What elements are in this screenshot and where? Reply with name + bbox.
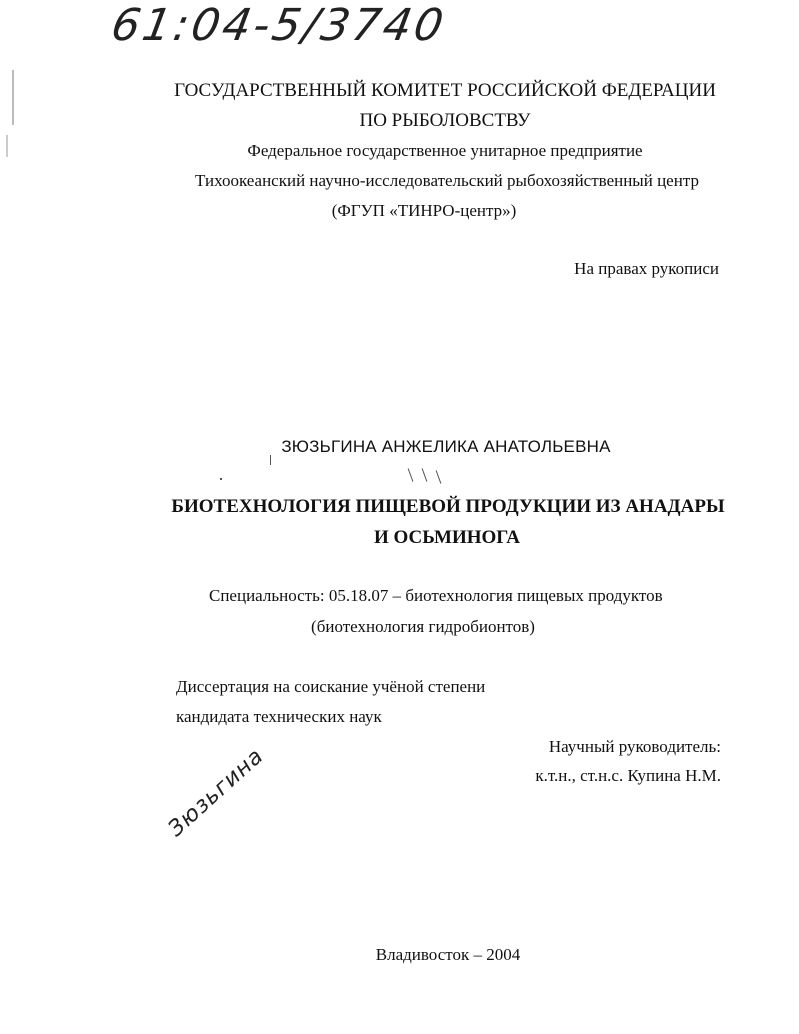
scan-mark (12, 70, 14, 125)
author-name: ЗЮЗЬГИНА АНЖЕЛИКА АНАТОЛЬЕВНА (281, 437, 611, 456)
org-line-2: ПО РЫБОЛОВСТВУ (359, 110, 531, 131)
supervisor-name: к.т.н., ст.н.с. Купина Н.М. (535, 766, 721, 785)
dissertation-title-line-2: И ОСЬМИНОГА (373, 527, 521, 548)
scan-mark (422, 468, 428, 481)
archive-code: 61:04-5/3740 (107, 0, 450, 51)
scan-mark (408, 468, 414, 481)
org-line-1: ГОСУДАРСТВЕННЫЙ КОМИТЕТ РОССИЙСКОЙ ФЕДЕРАЦИИ (174, 80, 716, 101)
supervisor-label: Научный руководитель: (548, 737, 721, 756)
specialty-line-1: Специальность: 05.18.07 – биотехнология пищевых продуктов (209, 586, 663, 605)
org-line-4: Тихоокеанский научно-исследовательский рыбохозяйственный центр (195, 171, 699, 190)
specialty-line-2: (биотехнология гидробионтов) (311, 617, 535, 636)
org-line-3: Федеральное государственное унитарное предприятие (247, 141, 643, 160)
place-year: Владивосток – 2004 (375, 945, 521, 964)
scan-mark (270, 455, 271, 465)
scan-mark (436, 470, 442, 483)
signature: Зюзьгина (163, 743, 269, 842)
scan-mark (6, 135, 8, 157)
degree-line-2: кандидата технических наук (176, 707, 382, 726)
org-line-5: (ФГУП «ТИНРО-центр») (331, 201, 517, 220)
rights-notice: На правах рукописи (574, 259, 719, 278)
degree-line-1: Диссертация на соискание учёной степени (176, 677, 486, 696)
scan-mark (220, 478, 222, 480)
dissertation-title-line-1: БИОТЕХНОЛОГИЯ ПИЩЕВОЙ ПРОДУКЦИИ ИЗ АНАДАРЫ (171, 496, 725, 517)
